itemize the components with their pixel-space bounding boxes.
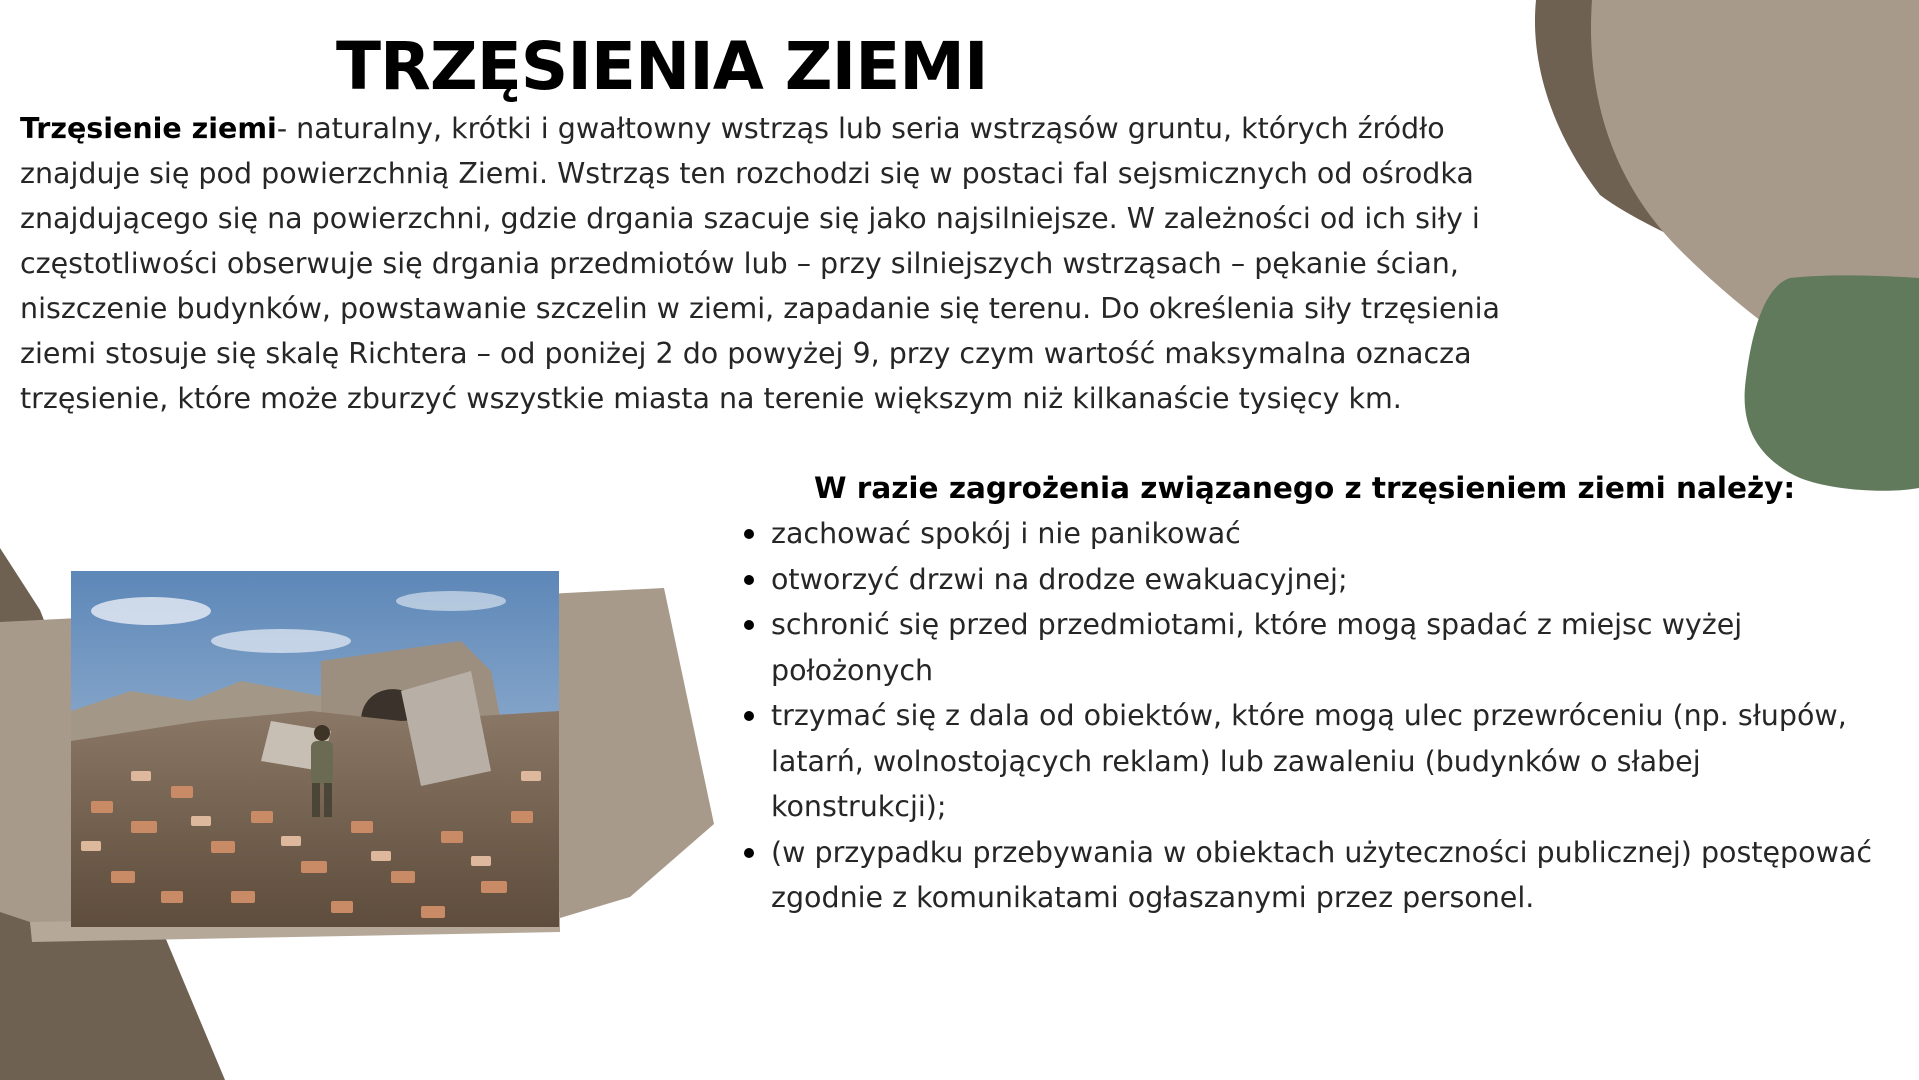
list-item: [771, 830, 1881, 921]
list-item-text: zachować spokój i nie panikować: [771, 517, 1241, 550]
green-blob: [1745, 275, 1919, 490]
page-title: TRZĘSIENIA ZIEMI: [336, 28, 988, 105]
bullet-icon: [744, 620, 754, 630]
earthquake-rubble-photo: [71, 571, 559, 927]
list-item: [771, 693, 1881, 830]
list-item-text: trzymać się z dala od obiektów, które mogą ulec przewróceniu (np. słupów, latarń, wolnostojących reklam) lub zawaleniu (budynków o słabej konstrukcji);: [771, 699, 1847, 823]
definition-term: Trzęsienie ziemi: [20, 112, 277, 145]
guidance-heading: W razie zagrożenia związanego z trzęsieniem ziemi należy:: [814, 471, 1796, 505]
definition-text: - naturalny, krótki i gwałtowny wstrząs lub seria wstrząsów gruntu, których źródło znajduje się pod powierzchnią Ziemi. Wstrząs ten rozchodzi się w postaci fal sejsmicznych od ośrodka znajdującego się na powierzchni, gdzie drgania szacuje się jako najsilniejsze. W zależności od ich siły i częstotliwości obserwuje się drgania przedmiotów lub – przy silniejszych wstrząsach – pękanie ścian, niszczenie budynków, powstawanie szczelin w ziemi, zapadanie się terenu. Do określenia siły trzęsienia ziemi stosuje się skalę Richtera – od poniżej 2 do powyżej 9, przy czym wartość maksymalna oznacza trzęsienie, które może zburzyć wszystkie miasta na terenie większym niż kilkanaście tysięcy km.: [20, 112, 1501, 415]
list-item-text: (w przypadku przebywania w obiektach użyteczności publicznej) postępować zgodnie z komunikatami ogłaszanymi przez personel.: [771, 835, 1873, 914]
bullet-icon: [744, 711, 754, 721]
list-item-text: otworzyć drzwi na drodze ewakuacyjnej;: [771, 562, 1348, 596]
list-item: [771, 602, 1881, 693]
list-item: [771, 511, 1881, 557]
list-item-text: schronić się przed przedmiotami, które mogą spadać z miejsc wyżej położonych: [771, 608, 1743, 687]
bullet-icon: [744, 575, 754, 585]
bullet-icon: [744, 529, 754, 539]
guidance-list: [771, 511, 1881, 921]
definition-paragraph: [20, 106, 1560, 421]
bullet-icon: [744, 848, 754, 858]
list-item: [771, 557, 1881, 603]
